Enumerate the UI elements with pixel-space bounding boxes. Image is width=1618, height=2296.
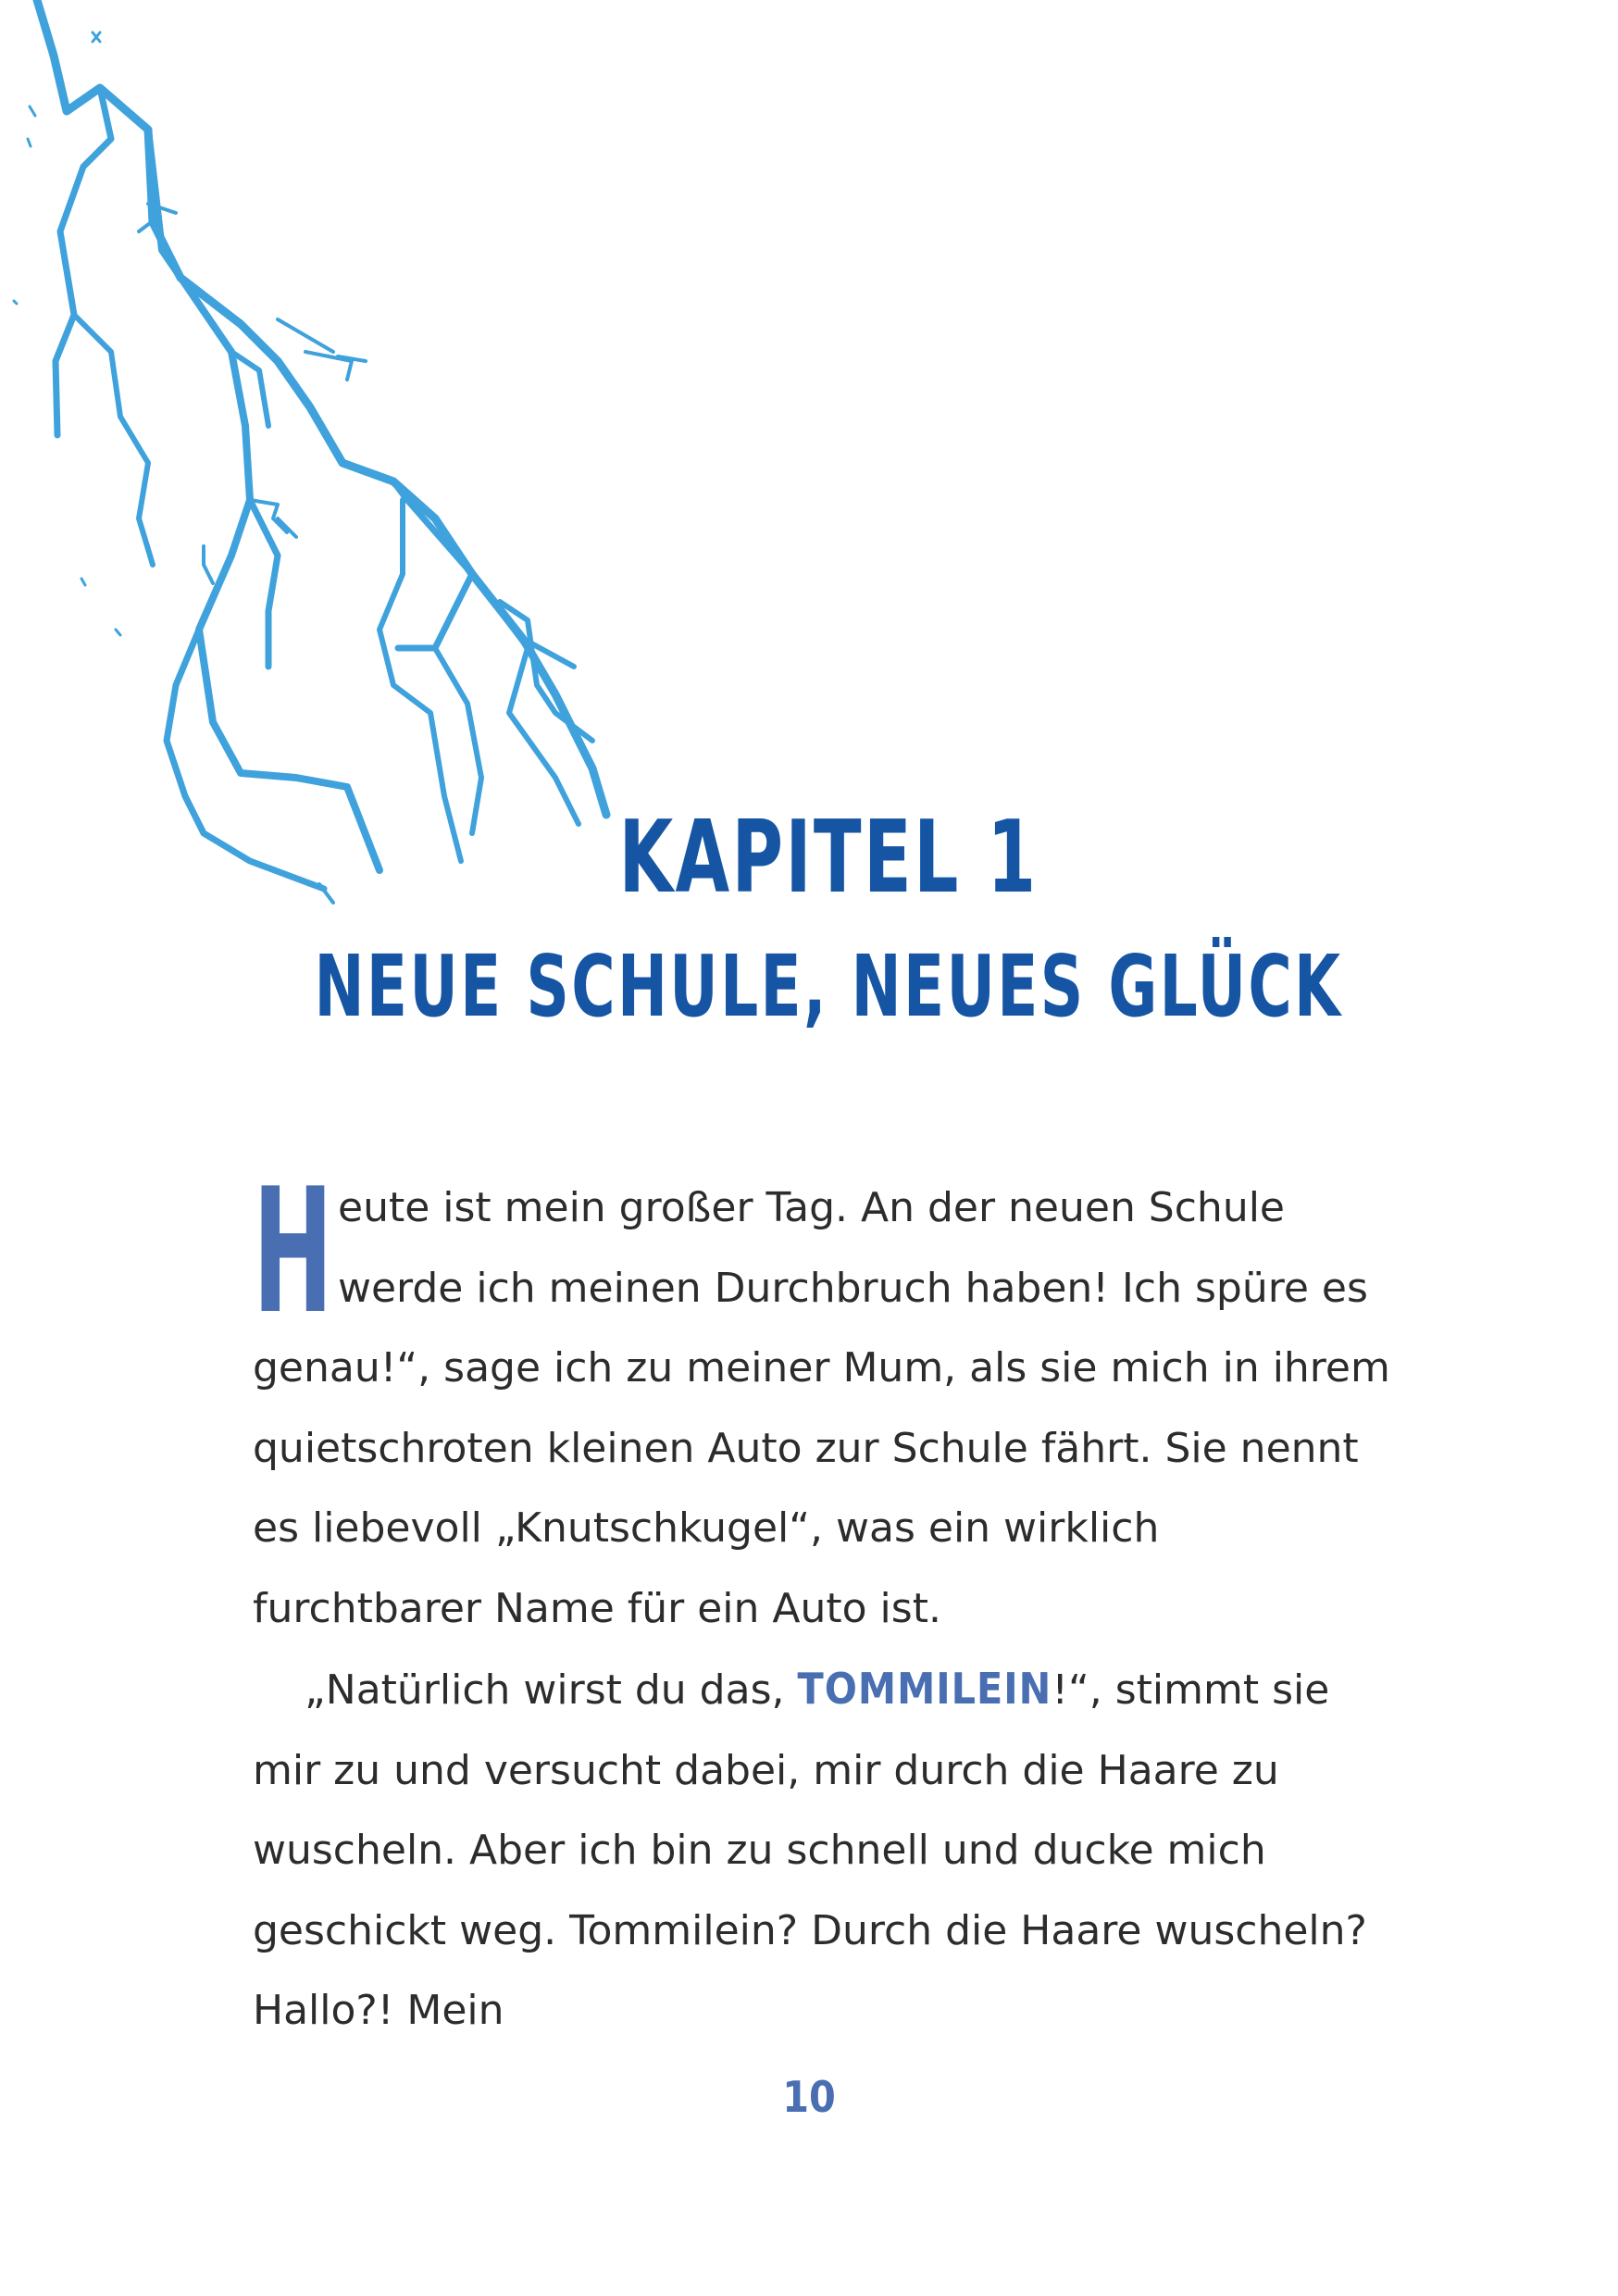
page-number: 10 bbox=[782, 2072, 836, 2122]
chapter-title: NEUE SCHULE, NEUES GLÜCK bbox=[314, 937, 1343, 1036]
paragraph-1-text: eute ist mein großer Tag. An der neuen Schule werde ich meinen Durchbruch haben! Ich spüre es genau!“, sage ich zu meiner Mum, als sie mich in ihrem quietschroten kleinen Auto zur Schule fährt. Sie nennt es liebevoll „Knutschkugel“, was ein wirklich furchtbarer Name für ein Auto ist. bbox=[253, 1184, 1390, 1632]
paragraph-2-text-after: !“, stimmt sie mir zu und versucht dabei, mir durch die Haare zu wuscheln. Aber ich bin zu schnell und ducke mich geschickt weg. Tommilein? Durch die Haare wuscheln? Hallo?! Mein bbox=[253, 1666, 1367, 2034]
chapter-number: KAPITEL 1 bbox=[618, 800, 1039, 916]
highlighted-name: TOMMILEIN bbox=[797, 1664, 1052, 1714]
paragraph-1 bbox=[253, 1151, 1391, 1649]
drop-cap: H bbox=[253, 1151, 333, 1352]
body-text bbox=[253, 1151, 1391, 2052]
paragraph-2 bbox=[253, 1649, 1391, 2052]
lightning-bolt-icon bbox=[0, 0, 648, 907]
paragraph-2-text-before: „Natürlich wirst du das, bbox=[305, 1666, 798, 1714]
